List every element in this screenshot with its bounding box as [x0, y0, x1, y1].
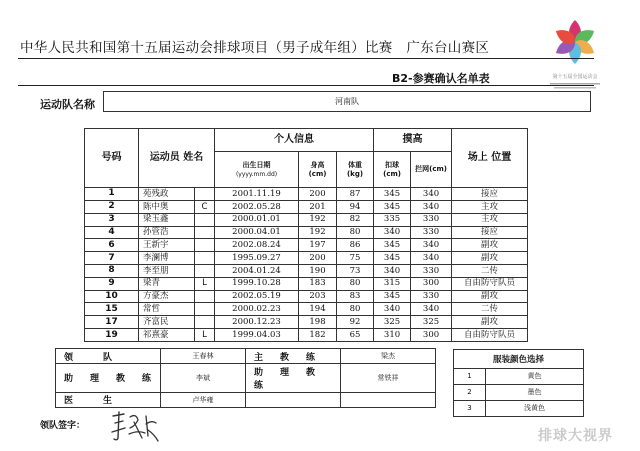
assistant-coach-value: 李斌 — [161, 364, 246, 393]
player-number: 8 — [85, 264, 139, 277]
player-role — [195, 316, 215, 329]
player-block: 340 — [411, 303, 452, 316]
player-weight: 86 — [337, 239, 374, 252]
player-spike: 345 — [374, 290, 411, 303]
player-role: C — [195, 200, 215, 213]
assistant-coach2-value: 常铁祥 — [341, 364, 436, 393]
player-role — [195, 239, 215, 252]
player-spike: 340 — [374, 264, 411, 277]
empty-cell — [341, 392, 436, 407]
player-dob: 2001.11.19 — [215, 188, 299, 201]
col-height-header: 身高 (cm) — [299, 152, 337, 188]
col-personal-info-header: 个人信息 — [215, 129, 374, 152]
player-name: 陈中奥 — [139, 200, 195, 213]
table-row — [85, 239, 528, 252]
leader-label: 领 队 — [56, 349, 161, 364]
player-position: 二传 — [452, 303, 528, 316]
table-row — [85, 213, 528, 226]
player-dob: 2004.01.24 — [215, 264, 299, 277]
player-role — [195, 188, 215, 201]
player-position: 接应 — [452, 226, 528, 239]
player-role — [195, 252, 215, 265]
player-block: 340 — [411, 188, 452, 201]
player-block: 300 — [411, 277, 452, 290]
player-position: 副攻 — [452, 316, 528, 329]
player-spike: 340 — [374, 226, 411, 239]
top-rule — [18, 58, 594, 59]
player-weight: 80 — [337, 277, 374, 290]
player-weight: 80 — [337, 303, 374, 316]
player-number: 10 — [85, 290, 139, 303]
player-role — [195, 303, 215, 316]
form-subtitle: B2-参赛确认名单表 — [392, 72, 490, 85]
player-dob: 2002.05.19 — [215, 290, 299, 303]
player-weight: 73 — [337, 264, 374, 277]
col-position-header: 场上 位置 — [452, 129, 528, 188]
player-position: 主攻 — [452, 200, 528, 213]
color-index: 3 — [454, 400, 486, 416]
player-height: 197 — [299, 239, 337, 252]
player-number: 4 — [85, 226, 139, 239]
table-row — [85, 264, 528, 277]
player-position: 副攻 — [452, 239, 528, 252]
assistant-coach-label: 助 理 教 练 — [56, 364, 161, 393]
document-title: 中华人民共和国第十五届运动会排球项目（男子成年组）比赛 广东台山赛区 — [20, 40, 490, 56]
player-block: 340 — [411, 239, 452, 252]
player-spike: 340 — [374, 303, 411, 316]
player-name: 方豪杰 — [139, 290, 195, 303]
player-position: 接应 — [452, 188, 528, 201]
table-row — [85, 290, 528, 303]
table-row — [85, 252, 528, 265]
player-spike: 345 — [374, 200, 411, 213]
player-number: 19 — [85, 329, 139, 342]
uniform-colors-title: 服装颜色选择 — [454, 350, 584, 369]
player-dob: 2000.04.01 — [215, 226, 299, 239]
player-block: 300 — [411, 329, 452, 342]
player-role — [195, 226, 215, 239]
player-name: 王新宇 — [139, 239, 195, 252]
handwritten-signature — [110, 408, 160, 444]
player-spike: 325 — [374, 316, 411, 329]
empty-cell — [246, 392, 341, 407]
player-height: 201 — [299, 200, 337, 213]
subtitle-rule — [18, 85, 594, 86]
color-value: 浅黄色 — [486, 400, 584, 416]
player-position: 自由防守队员 — [452, 277, 528, 290]
player-number: 7 — [85, 252, 139, 265]
player-height: 190 — [299, 264, 337, 277]
player-number: 1 — [85, 188, 139, 201]
player-name: 齐富民 — [139, 316, 195, 329]
col-name-header: 运动员 姓名 — [139, 129, 215, 188]
player-block: 340 — [411, 200, 452, 213]
player-height: 200 — [299, 188, 337, 201]
assistant-coach2-label: 助 理 教 练 — [246, 364, 341, 393]
player-weight: 87 — [337, 188, 374, 201]
player-weight: 82 — [337, 213, 374, 226]
player-position: 自由防守队员 — [452, 329, 528, 342]
head-coach-label: 主 教 练 — [246, 349, 341, 364]
roster-table — [84, 128, 528, 342]
player-role — [195, 264, 215, 277]
player-number: 15 — [85, 303, 139, 316]
player-block: 330 — [411, 264, 452, 277]
team-name-value: 河南队 — [335, 97, 359, 106]
table-row — [85, 277, 528, 290]
player-dob: 2002.05.28 — [215, 200, 299, 213]
player-dob: 2002.08.24 — [215, 239, 299, 252]
player-dob: 1995.09.27 — [215, 252, 299, 265]
player-height: 203 — [299, 290, 337, 303]
player-role — [195, 213, 215, 226]
player-position: 主攻 — [452, 213, 528, 226]
player-dob: 2000.12.23 — [215, 316, 299, 329]
player-name: 苑残政 — [139, 188, 195, 201]
player-spike: 315 — [374, 277, 411, 290]
staff-table — [55, 348, 436, 408]
player-name: 梁玉鑫 — [139, 213, 195, 226]
uniform-colors-table — [453, 349, 584, 417]
color-value: 黄色 — [486, 368, 584, 384]
leader-signature-label: 领队签字： — [40, 421, 86, 431]
color-value: 墨色 — [486, 384, 584, 400]
player-number: 3 — [85, 213, 139, 226]
player-weight: 83 — [337, 290, 374, 303]
col-number-header: 号码 — [85, 129, 139, 188]
color-index: 1 — [454, 368, 486, 384]
player-name: 梁青 — [139, 277, 195, 290]
logo-caption: 第十五届全国运动会 — [552, 74, 598, 80]
player-height: 194 — [299, 303, 337, 316]
player-height: 182 — [299, 329, 337, 342]
player-role: L — [195, 329, 215, 342]
player-position: 副攻 — [452, 252, 528, 265]
col-spike-header: 扣球 (cm) — [374, 152, 411, 188]
col-block-header: 拦网(cm) — [411, 152, 452, 188]
player-spike: 345 — [374, 188, 411, 201]
player-height: 192 — [299, 213, 337, 226]
leader-value: 王春林 — [161, 349, 246, 364]
player-role — [195, 290, 215, 303]
player-name: 孙管浩 — [139, 226, 195, 239]
player-weight: 65 — [337, 329, 374, 342]
player-weight: 80 — [337, 226, 374, 239]
player-number: 9 — [85, 277, 139, 290]
player-spike: 345 — [374, 252, 411, 265]
doctor-value: 卢华雍 — [161, 392, 246, 407]
player-height: 183 — [299, 277, 337, 290]
player-height: 198 — [299, 316, 337, 329]
player-spike: 310 — [374, 329, 411, 342]
player-spike: 335 — [374, 213, 411, 226]
color-index: 2 — [454, 384, 486, 400]
player-block: 325 — [411, 316, 452, 329]
player-block: 330 — [411, 226, 452, 239]
player-block: 340 — [411, 252, 452, 265]
player-name: 祁熹豪 — [139, 329, 195, 342]
table-row — [85, 200, 528, 213]
table-row — [85, 303, 528, 316]
player-number: 6 — [85, 239, 139, 252]
player-position: 二传 — [452, 264, 528, 277]
player-dob: 1999.10.28 — [215, 277, 299, 290]
team-name-field — [103, 91, 591, 112]
player-weight: 92 — [337, 316, 374, 329]
player-position: 副攻 — [452, 290, 528, 303]
player-name: 李至朋 — [139, 264, 195, 277]
doctor-label: 医 生 — [56, 392, 161, 407]
player-weight: 94 — [337, 200, 374, 213]
player-dob: 2000.02.23 — [215, 303, 299, 316]
player-dob: 2000.01.01 — [215, 213, 299, 226]
player-height: 200 — [299, 252, 337, 265]
player-height: 192 — [299, 226, 337, 239]
col-weight-header: 体重 (kg) — [337, 152, 374, 188]
player-number: 17 — [85, 316, 139, 329]
player-block: 330 — [411, 213, 452, 226]
player-weight: 75 — [337, 252, 374, 265]
table-row — [85, 226, 528, 239]
watermark: 排球大视界 — [538, 428, 613, 444]
table-row — [85, 316, 528, 329]
player-spike: 345 — [374, 239, 411, 252]
player-block: 330 — [411, 290, 452, 303]
player-number: 2 — [85, 200, 139, 213]
col-dob-header: 出生日期 (yyyy.mm.dd) — [215, 152, 299, 188]
player-dob: 1999.04.03 — [215, 329, 299, 342]
table-row — [85, 329, 528, 342]
table-row — [85, 188, 528, 201]
col-reach-header: 摸高 — [374, 129, 452, 152]
head-coach-value: 梁杰 — [341, 349, 436, 364]
team-name-label: 运动队名称 — [40, 98, 95, 111]
player-name: 常哲 — [139, 303, 195, 316]
player-role: L — [195, 277, 215, 290]
player-name: 李澜博 — [139, 252, 195, 265]
